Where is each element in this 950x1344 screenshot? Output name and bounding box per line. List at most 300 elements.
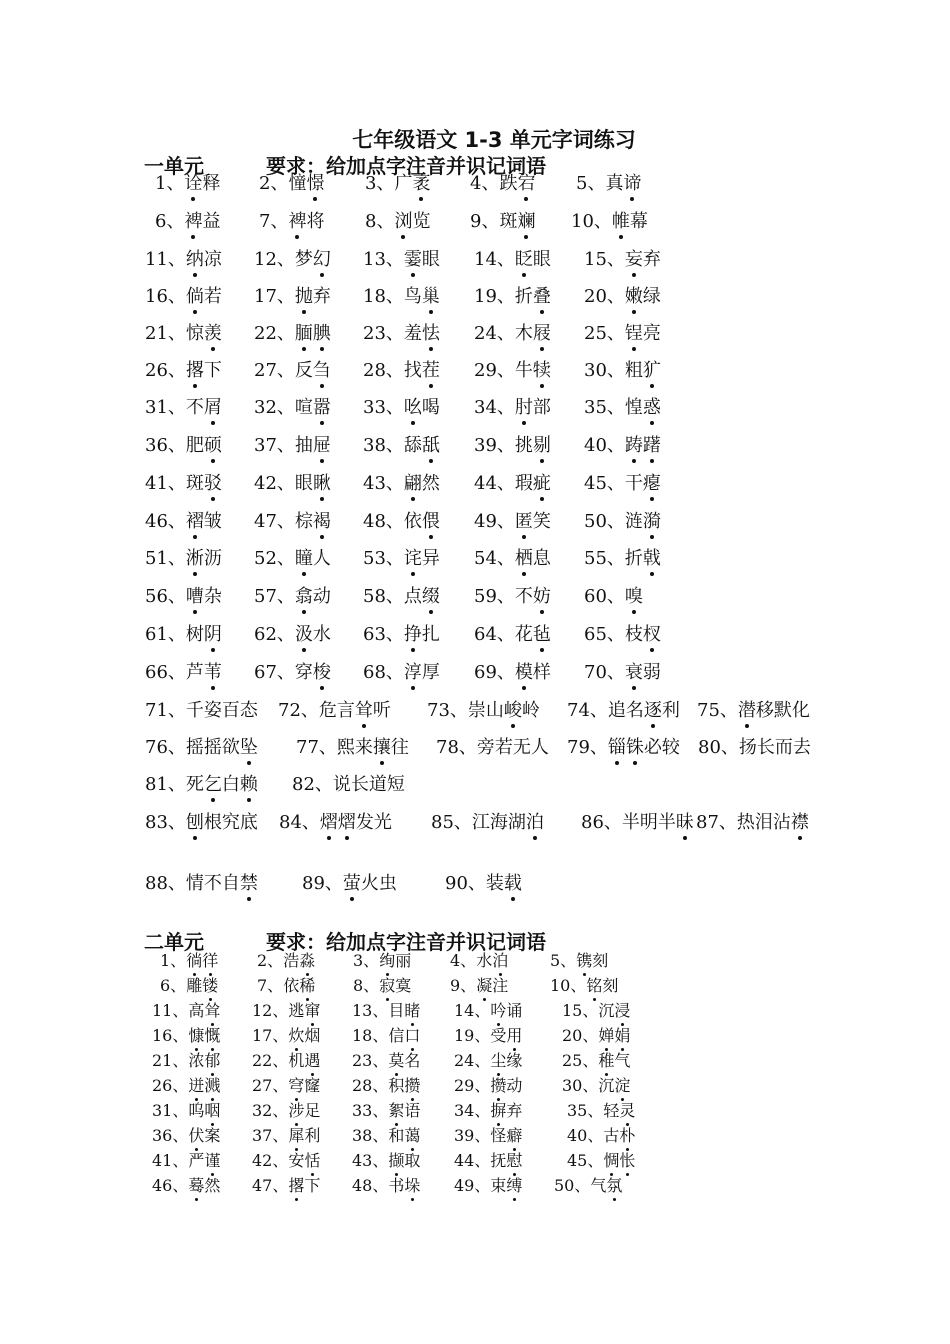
character: 江 xyxy=(471,812,490,833)
dotted-character: 淀 xyxy=(614,1076,631,1095)
word-row xyxy=(0,661,950,691)
item-word xyxy=(295,473,331,494)
item-number: 68、 xyxy=(363,662,404,683)
item-word xyxy=(388,1126,420,1145)
item-word xyxy=(515,511,551,532)
word-item xyxy=(567,699,680,723)
item-word xyxy=(188,1026,220,1045)
dotted-character: 眨 xyxy=(514,249,533,270)
character: 若 xyxy=(494,737,513,758)
dotted-character: 漪 xyxy=(642,511,661,532)
word-item xyxy=(145,661,222,685)
item-word xyxy=(404,473,440,494)
word-item xyxy=(145,472,222,496)
character: 花 xyxy=(514,624,533,645)
item-number: 87、 xyxy=(696,812,737,833)
word-row xyxy=(0,396,950,426)
character: 利 xyxy=(661,700,680,721)
item-word xyxy=(625,624,661,645)
character: 将 xyxy=(306,211,325,232)
character: 利 xyxy=(304,1126,321,1145)
word-item xyxy=(584,322,661,346)
dotted-character: 咽 xyxy=(204,1101,221,1120)
dotted-character: 怯 xyxy=(421,323,440,344)
character: 情 xyxy=(185,873,204,894)
item-number: 40、 xyxy=(584,435,625,456)
item-number: 10、 xyxy=(550,976,587,995)
character: 道 xyxy=(368,774,387,795)
word-row xyxy=(0,172,950,202)
dotted-character: 羡 xyxy=(203,323,222,344)
item-word xyxy=(188,1151,220,1170)
dotted-character: 淼 xyxy=(299,951,316,970)
character: 必 xyxy=(643,737,662,758)
character: 往 xyxy=(390,737,409,758)
item-word xyxy=(288,1101,320,1120)
item-number: 4、 xyxy=(470,173,500,194)
item-number: 38、 xyxy=(352,1126,389,1145)
dotted-character: 镌 xyxy=(576,951,593,970)
item-number: 9、 xyxy=(450,976,477,995)
item-word xyxy=(388,1051,420,1070)
item-word xyxy=(622,812,694,833)
character: 树 xyxy=(185,624,204,645)
dotted-character: 刨 xyxy=(185,812,204,833)
character: 言 xyxy=(336,700,355,721)
character: 粗 xyxy=(624,360,643,381)
dotted-character: 驳 xyxy=(203,473,222,494)
dotted-character: 窜 xyxy=(304,1001,321,1020)
item-number: 60、 xyxy=(584,586,625,607)
item-number: 53、 xyxy=(363,548,404,569)
word-item xyxy=(145,623,222,647)
item-word xyxy=(590,1176,622,1195)
item-word xyxy=(404,286,440,307)
document-title: 七年级语文 1-3 单元字词练习 xyxy=(352,128,636,152)
item-word xyxy=(490,1051,522,1070)
item-number: 49、 xyxy=(474,511,515,532)
character: 泪 xyxy=(754,812,773,833)
dotted-character: 腆 xyxy=(312,323,331,344)
word-item xyxy=(363,359,440,383)
word-item xyxy=(365,172,430,196)
item-number: 84、 xyxy=(279,812,320,833)
character: 沥 xyxy=(203,548,222,569)
dotted-character: 模 xyxy=(514,662,533,683)
item-number: 40、 xyxy=(567,1126,604,1145)
word-item xyxy=(254,359,331,383)
word-item xyxy=(292,773,405,797)
word-item xyxy=(257,950,315,972)
word-item xyxy=(474,547,551,571)
word-item xyxy=(152,1075,220,1097)
word-item xyxy=(562,1000,630,1022)
item-word xyxy=(612,211,648,232)
word-item xyxy=(145,547,222,571)
character: 扎 xyxy=(421,624,440,645)
item-word xyxy=(490,1151,522,1170)
item-number: 71、 xyxy=(145,700,186,721)
section-name: 二单元 xyxy=(144,930,204,954)
character: 沉 xyxy=(598,1001,615,1020)
word-item xyxy=(254,322,331,346)
item-word xyxy=(404,435,440,456)
word-item xyxy=(363,285,440,309)
dotted-character: 屑 xyxy=(203,397,222,418)
item-word xyxy=(288,1001,320,1020)
section-requirement: 要求：给加点字注音并识记词语 xyxy=(266,154,546,178)
word-item xyxy=(474,248,551,272)
item-word xyxy=(295,360,331,381)
item-number: 24、 xyxy=(474,323,515,344)
dotted-character: 睹 xyxy=(404,1001,421,1020)
item-number: 6、 xyxy=(155,211,185,232)
item-word xyxy=(598,1001,630,1020)
item-word xyxy=(404,548,440,569)
item-number: 42、 xyxy=(254,473,295,494)
item-word xyxy=(295,286,331,307)
word-item xyxy=(254,661,331,685)
item-word xyxy=(283,976,315,995)
dotted-character: 熠 xyxy=(319,812,338,833)
word-row xyxy=(0,472,950,502)
dotted-character: 氛 xyxy=(606,1176,623,1195)
character: 棕 xyxy=(294,511,313,532)
dotted-character: 遇 xyxy=(304,1051,321,1070)
item-number: 64、 xyxy=(474,624,515,645)
item-number: 50、 xyxy=(554,1176,591,1195)
character: 异 xyxy=(421,548,440,569)
word-row xyxy=(0,359,950,389)
item-word xyxy=(598,1076,630,1095)
word-item xyxy=(252,1100,320,1122)
dotted-character: 慨 xyxy=(204,1026,221,1045)
item-number: 82、 xyxy=(292,774,333,795)
character: 不 xyxy=(185,397,204,418)
word-item xyxy=(352,1075,420,1097)
word-item xyxy=(254,510,331,534)
item-word xyxy=(490,1126,522,1145)
word-item xyxy=(254,248,331,272)
item-number: 46、 xyxy=(152,1176,189,1195)
word-row xyxy=(0,322,950,352)
item-number: 37、 xyxy=(252,1126,289,1145)
word-item xyxy=(474,661,551,685)
item-word xyxy=(186,286,222,307)
dotted-character: 茬 xyxy=(421,360,440,381)
character: 白 xyxy=(221,774,240,795)
character: 旁 xyxy=(476,737,495,758)
item-number: 26、 xyxy=(152,1076,189,1095)
dotted-character: 莫 xyxy=(388,1051,405,1070)
character: 沾 xyxy=(772,812,791,833)
item-word xyxy=(186,662,222,683)
character: 扬 xyxy=(738,737,757,758)
word-item xyxy=(567,736,680,760)
item-number: 45、 xyxy=(567,1151,604,1170)
character: 笑 xyxy=(532,511,551,532)
dotted-character: 撂 xyxy=(185,360,204,381)
word-item xyxy=(152,1025,220,1047)
dotted-character: 惆 xyxy=(603,1151,620,1170)
dotted-character: 炊 xyxy=(288,1026,305,1045)
word-item xyxy=(353,975,411,997)
word-item xyxy=(363,396,440,420)
word-item xyxy=(584,434,661,458)
dotted-character: 诠 xyxy=(184,173,203,194)
dotted-character: 镂 xyxy=(202,976,219,995)
item-word xyxy=(388,1001,420,1020)
word-row xyxy=(0,248,950,278)
item-word xyxy=(379,951,411,970)
character: 浓 xyxy=(188,1051,205,1070)
character: 摇 xyxy=(203,737,222,758)
item-number: 57、 xyxy=(254,586,295,607)
dotted-character: 裨 xyxy=(184,211,203,232)
word-item xyxy=(259,210,324,234)
character: 发 xyxy=(355,812,374,833)
item-number: 5、 xyxy=(550,951,577,970)
word-item xyxy=(145,322,222,346)
item-word xyxy=(186,586,222,607)
character: 严 xyxy=(188,1151,205,1170)
word-item xyxy=(454,1150,522,1172)
dotted-character: 潜 xyxy=(737,700,756,721)
dotted-character: 抛 xyxy=(294,286,313,307)
character: 轻 xyxy=(603,1101,620,1120)
item-number: 41、 xyxy=(145,473,186,494)
character: 惊 xyxy=(185,323,204,344)
dotted-character: 诧 xyxy=(403,548,422,569)
character: 弱 xyxy=(642,662,661,683)
dotted-character: 赖 xyxy=(239,774,258,795)
dotted-character: 涉 xyxy=(288,1101,305,1120)
item-number: 59、 xyxy=(474,586,515,607)
character: 古 xyxy=(603,1126,620,1145)
item-number: 48、 xyxy=(363,511,404,532)
character: 不 xyxy=(203,873,222,894)
dotted-character: 屉 xyxy=(312,435,331,456)
item-number: 52、 xyxy=(254,548,295,569)
dotted-character: 缚 xyxy=(506,1176,523,1195)
character: 斑 xyxy=(185,473,204,494)
item-word xyxy=(186,873,258,894)
item-word xyxy=(598,1051,630,1070)
item-number: 49、 xyxy=(454,1176,491,1195)
dotted-character: 匿 xyxy=(514,511,533,532)
item-word xyxy=(188,1051,220,1070)
word-item xyxy=(254,585,331,609)
item-number: 51、 xyxy=(145,548,186,569)
item-word xyxy=(738,700,810,721)
word-item xyxy=(363,322,440,346)
dotted-character: 娟 xyxy=(614,1026,631,1045)
item-number: 3、 xyxy=(365,173,395,194)
dotted-character: 舐 xyxy=(421,435,440,456)
item-word xyxy=(295,397,331,418)
item-word xyxy=(499,211,535,232)
character: 化 xyxy=(791,700,810,721)
dotted-character: 纳 xyxy=(185,249,204,270)
word-item xyxy=(145,248,222,272)
word-item xyxy=(152,1100,220,1122)
character: 弃 xyxy=(506,1101,523,1120)
item-word xyxy=(515,249,551,270)
item-word xyxy=(515,662,551,683)
word-item xyxy=(576,172,641,196)
item-word xyxy=(515,624,551,645)
character: 书 xyxy=(388,1176,405,1195)
item-number: 25、 xyxy=(584,323,625,344)
word-item xyxy=(454,1100,522,1122)
word-item xyxy=(450,975,508,997)
dotted-character: 瘪 xyxy=(642,473,661,494)
character: 肥 xyxy=(185,435,204,456)
word-item xyxy=(474,472,551,496)
character: 弃 xyxy=(312,286,331,307)
item-number: 47、 xyxy=(254,511,295,532)
dotted-character: 翕 xyxy=(294,586,313,607)
item-word xyxy=(404,662,440,683)
dotted-character: 襟 xyxy=(790,812,809,833)
item-word xyxy=(188,1001,220,1020)
character: 欲 xyxy=(221,737,240,758)
dotted-character: 峻 xyxy=(503,700,522,721)
item-word xyxy=(186,548,222,569)
item-word xyxy=(186,976,218,995)
item-number: 2、 xyxy=(259,173,289,194)
word-item xyxy=(352,1050,420,1072)
character: 丽 xyxy=(395,951,412,970)
item-word xyxy=(515,397,551,418)
word-item xyxy=(427,699,540,723)
word-item xyxy=(160,950,218,972)
dotted-character: 肘 xyxy=(514,397,533,418)
character: 牛 xyxy=(514,360,533,381)
dotted-character: 耸 xyxy=(354,700,373,721)
dotted-character: 吆 xyxy=(403,397,422,418)
dotted-character: 浸 xyxy=(614,1001,631,1020)
item-number: 73、 xyxy=(427,700,468,721)
dotted-character: 淳 xyxy=(403,662,422,683)
word-item xyxy=(567,1150,635,1172)
character: 熙 xyxy=(336,737,355,758)
item-word xyxy=(608,737,680,758)
character: 然 xyxy=(204,1176,221,1195)
dotted-character: 稚 xyxy=(598,1051,615,1070)
word-item xyxy=(554,1175,622,1197)
word-item xyxy=(584,472,661,496)
dotted-character: 梭 xyxy=(312,662,331,683)
item-number: 81、 xyxy=(145,774,186,795)
character: 部 xyxy=(532,397,551,418)
item-word xyxy=(586,976,618,995)
item-word xyxy=(404,360,440,381)
item-word xyxy=(186,511,222,532)
item-word xyxy=(608,700,680,721)
item-number: 39、 xyxy=(454,1126,491,1145)
item-word xyxy=(490,1001,522,1020)
word-item xyxy=(550,975,618,997)
character: 鸟 xyxy=(403,286,422,307)
item-number: 31、 xyxy=(152,1101,189,1120)
word-item xyxy=(584,285,661,309)
character: 若 xyxy=(203,286,222,307)
word-item xyxy=(474,396,551,420)
item-number: 25、 xyxy=(562,1051,599,1070)
dotted-character: 裨 xyxy=(288,211,307,232)
item-word xyxy=(184,211,220,232)
item-word xyxy=(499,173,535,194)
dotted-character: 怅 xyxy=(619,1151,636,1170)
character: 怪 xyxy=(490,1126,507,1145)
character: 沉 xyxy=(598,1076,615,1095)
item-number: 5、 xyxy=(576,173,606,194)
item-number: 8、 xyxy=(353,976,380,995)
dotted-character: 穹 xyxy=(288,1076,305,1095)
item-number: 14、 xyxy=(474,249,515,270)
word-item xyxy=(454,1025,522,1047)
word-item xyxy=(145,396,222,420)
word-row xyxy=(0,547,950,577)
word-item xyxy=(254,396,331,420)
item-word xyxy=(343,873,397,894)
item-number: 86、 xyxy=(581,812,622,833)
word-item xyxy=(252,1125,320,1147)
character: 抚 xyxy=(490,1151,507,1170)
character: 刻 xyxy=(602,976,619,995)
word-item xyxy=(445,872,522,896)
item-number: 85、 xyxy=(431,812,472,833)
character: 和 xyxy=(388,1126,405,1145)
item-word xyxy=(490,1026,522,1045)
item-number: 12、 xyxy=(254,249,295,270)
item-number: 17、 xyxy=(252,1026,289,1045)
character: 较 xyxy=(661,737,680,758)
dotted-character: 嘈 xyxy=(185,586,204,607)
item-number: 11、 xyxy=(152,1001,189,1020)
dotted-character: 泊 xyxy=(525,812,544,833)
item-word xyxy=(295,548,331,569)
item-number: 30、 xyxy=(584,360,625,381)
word-item xyxy=(450,950,508,972)
dotted-character: 瞅 xyxy=(312,473,331,494)
word-item xyxy=(363,510,440,534)
dotted-character: 妄 xyxy=(624,249,643,270)
item-word xyxy=(404,397,440,418)
item-word xyxy=(186,397,222,418)
character: 木 xyxy=(514,323,533,344)
character: 寞 xyxy=(395,976,412,995)
item-word xyxy=(603,1126,635,1145)
character: 挑 xyxy=(514,435,533,456)
item-word xyxy=(515,435,551,456)
item-word xyxy=(404,323,440,344)
dotted-character: 腼 xyxy=(294,323,313,344)
character: 惶 xyxy=(624,397,643,418)
item-number: 19、 xyxy=(454,1026,491,1045)
item-word xyxy=(337,737,409,758)
item-word xyxy=(333,774,405,795)
item-word xyxy=(490,1101,522,1120)
dotted-character: 瞳 xyxy=(294,548,313,569)
character: 海 xyxy=(489,812,508,833)
word-item xyxy=(474,322,551,346)
item-number: 33、 xyxy=(352,1101,389,1120)
character: 足 xyxy=(304,1101,321,1120)
item-number: 32、 xyxy=(252,1101,289,1120)
dotted-character: 迸 xyxy=(188,1076,205,1095)
